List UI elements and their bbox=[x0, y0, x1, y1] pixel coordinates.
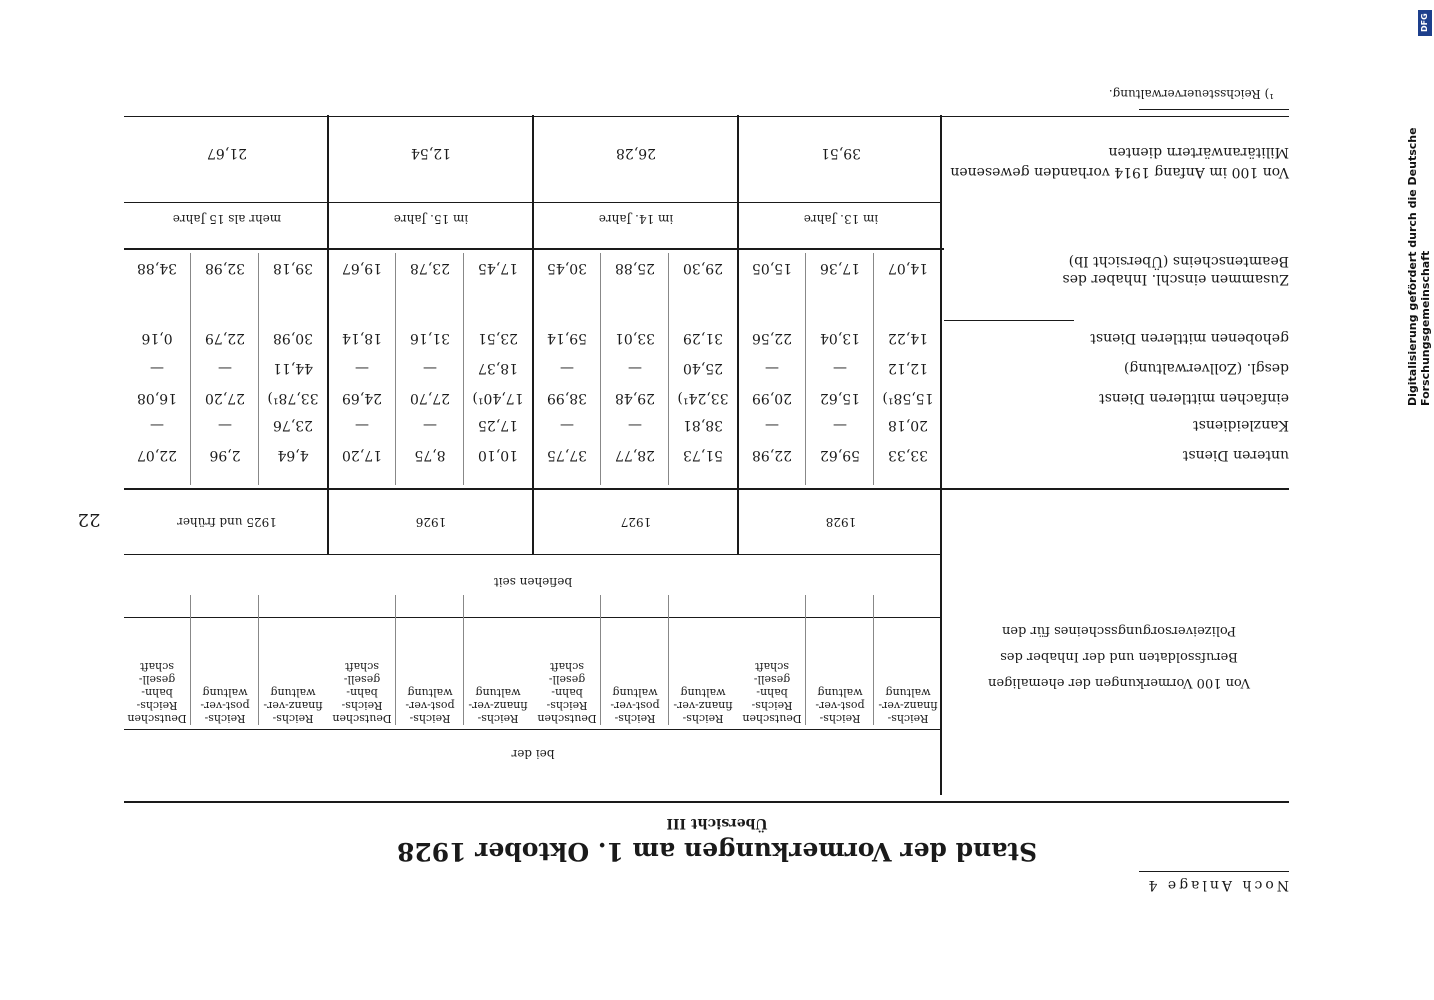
footnote: ¹) Reichssteuerverwaltung. bbox=[1108, 87, 1274, 101]
row-label-militaeranwaerter: Von 100 im Anfang 1914 vorhanden gewesenen Militäranwärtern dienten bbox=[950, 144, 1289, 180]
year-heading-1925: 1925 und früher bbox=[177, 515, 277, 529]
row-label-einfacher-dienst: einfachen mittleren Dienst bbox=[1099, 390, 1289, 406]
table-cell: — bbox=[628, 360, 642, 376]
service-value-13: 39,51 bbox=[820, 145, 862, 161]
table-cell: — bbox=[628, 417, 642, 433]
table-cell: 8,75 bbox=[414, 447, 446, 463]
table-cell: 22,98 bbox=[751, 447, 793, 463]
column-separator bbox=[258, 253, 259, 485]
admin-column-heading: Reichs-post-ver-waltung bbox=[405, 686, 455, 725]
table-cell: 33,01 bbox=[614, 330, 656, 346]
table-cell: 25,40 bbox=[682, 360, 724, 376]
year-heading-1926: 1926 bbox=[415, 515, 447, 529]
table-cell: 4,64 bbox=[277, 447, 309, 463]
stub-heading: Von 100 Vormerkungen der ehemaligen Berufssoldaten und der Inhaber des Polizeiversorgungsscheines für den bbox=[988, 623, 1250, 690]
column-separator bbox=[600, 595, 601, 725]
table-cell: 30,98 bbox=[272, 330, 314, 346]
heading-rule-2 bbox=[124, 617, 942, 618]
page-title: Stand der Vormerkungen am 1. Oktober 1928 bbox=[396, 837, 1038, 866]
table-cell: — bbox=[833, 360, 847, 376]
service-heading-13: im 13. Jahre bbox=[803, 212, 879, 226]
annex-underline bbox=[1139, 871, 1289, 872]
column-separator bbox=[873, 253, 874, 485]
table-cell: 15,62 bbox=[819, 390, 861, 406]
table-cell: 38,81 bbox=[682, 417, 724, 433]
table-cell: 2,96 bbox=[209, 447, 241, 463]
admin-column-heading: Deutschen Reichs-bahn-gesell-schaft bbox=[537, 660, 597, 725]
admin-column-heading: Reichs-finanz-ver-waltung bbox=[468, 686, 528, 725]
admin-column-heading: Deutschen Reichs-bahn-gesell-schaft bbox=[332, 660, 392, 725]
table-cell: — bbox=[560, 360, 574, 376]
table-cell: 12,12 bbox=[887, 360, 929, 376]
table-top-rule bbox=[124, 801, 1289, 803]
table-cell: 15,58¹) bbox=[882, 390, 934, 406]
admin-column-heading: Reichs-post-ver-waltung bbox=[200, 686, 250, 725]
service-value-14: 26,28 bbox=[615, 145, 657, 161]
table-cell: 44,11 bbox=[272, 360, 314, 376]
table-cell: 28,77 bbox=[614, 447, 656, 463]
heading-rule-1 bbox=[124, 729, 942, 730]
table-cell: — bbox=[765, 417, 779, 433]
table-cell: 17,25 bbox=[477, 417, 519, 433]
page-number: 22 bbox=[77, 509, 101, 530]
column-separator bbox=[668, 253, 669, 485]
service-heading-more: mehr als 15 Jahre bbox=[172, 212, 282, 226]
admin-column-heading: Deutschen Reichs-bahn-gesell-schaft bbox=[127, 660, 187, 725]
table-cell: 32,98 bbox=[204, 260, 246, 276]
table-cell: 20,18 bbox=[887, 417, 929, 433]
table-cell: 14,22 bbox=[887, 330, 929, 346]
row-label-zusammen: Zusammen einschl. Inhaber des Beamtenscheins (Übersicht Ib) bbox=[1062, 253, 1289, 287]
table-cell: 17,45 bbox=[477, 260, 519, 276]
year-divider-1 bbox=[737, 115, 739, 555]
column-separator bbox=[805, 253, 806, 485]
table-cell: 18,37 bbox=[477, 360, 519, 376]
table-cell: 29,48 bbox=[614, 390, 656, 406]
table-cell: 59,62 bbox=[819, 447, 861, 463]
table-cell: 23,76 bbox=[272, 417, 314, 433]
table-cell: 38,99 bbox=[546, 390, 588, 406]
column-separator bbox=[805, 595, 806, 725]
stub-rule bbox=[944, 320, 1074, 321]
table-cell: 22,07 bbox=[136, 447, 178, 463]
column-separator bbox=[190, 253, 191, 485]
service-heading-15: im 15. Jahre bbox=[393, 212, 469, 226]
table-cell: — bbox=[150, 360, 164, 376]
table-cell: 27,70 bbox=[409, 390, 451, 406]
table-cell: 29,30 bbox=[682, 260, 724, 276]
table-cell: 37,75 bbox=[546, 447, 588, 463]
admin-column-heading: Reichs-finanz-ver-waltung bbox=[263, 686, 323, 725]
row-label-kanzleidienst: Kanzleidienst bbox=[1193, 417, 1289, 433]
table-cell: — bbox=[355, 417, 369, 433]
column-separator bbox=[463, 595, 464, 725]
table-cell: 27,20 bbox=[204, 390, 246, 406]
table-cell: 51,73 bbox=[682, 447, 724, 463]
admin-column-heading: Reichs-finanz-ver-waltung bbox=[878, 686, 938, 725]
table-cell: 20,99 bbox=[751, 390, 793, 406]
table-cell: 0,16 bbox=[141, 330, 173, 346]
table-cell: — bbox=[355, 360, 369, 376]
service-heading-14: im 14. Jahre bbox=[598, 212, 674, 226]
admin-column-heading: Reichs-finanz-ver-waltung bbox=[673, 686, 733, 725]
admin-column-heading: Reichs-post-ver-waltung bbox=[610, 686, 660, 725]
dfg-logo: DFG bbox=[1418, 10, 1432, 36]
table-cell: 15,05 bbox=[751, 260, 793, 276]
table-cell: 33,78¹) bbox=[267, 390, 319, 406]
table-cell: 24,69 bbox=[341, 390, 383, 406]
table-cell: — bbox=[423, 360, 437, 376]
column-separator bbox=[258, 595, 259, 725]
watermark bbox=[1406, 6, 1434, 406]
year-divider-2 bbox=[532, 115, 534, 555]
table-bottom-rule bbox=[124, 116, 1289, 117]
page-subtitle: Übersicht III bbox=[666, 815, 768, 831]
table-cell: — bbox=[423, 417, 437, 433]
table-cell: 17,40¹) bbox=[472, 390, 524, 406]
admin-column-heading: Reichs-post-ver-waltung bbox=[815, 686, 865, 725]
table-cell: — bbox=[218, 417, 232, 433]
year-heading-1927: 1927 bbox=[620, 515, 652, 529]
table-cell: 16,08 bbox=[136, 390, 178, 406]
table-cell: 17,36 bbox=[819, 260, 861, 276]
column-separator bbox=[600, 253, 601, 485]
table-cell: — bbox=[150, 417, 164, 433]
watermark-text: Digitalisierung gefördert durch die Deutsche Forschungsgemeinschaft bbox=[1406, 127, 1432, 406]
service-value-more: 21,67 bbox=[206, 145, 248, 161]
table-cell: 25,88 bbox=[614, 260, 656, 276]
table-cell: 30,45 bbox=[546, 260, 588, 276]
table-cell: 23,51 bbox=[477, 330, 519, 346]
column-separator bbox=[395, 253, 396, 485]
annex-label: Noch Anlage 4 bbox=[1145, 877, 1289, 893]
table-cell: 22,56 bbox=[751, 330, 793, 346]
table-lower-rule bbox=[124, 248, 944, 250]
table-cell: — bbox=[560, 417, 574, 433]
table-cell: 19,67 bbox=[341, 260, 383, 276]
table-cell: — bbox=[765, 360, 779, 376]
since-heading: befiehen seit bbox=[493, 575, 573, 589]
table-cell: — bbox=[218, 360, 232, 376]
stub-divider bbox=[940, 115, 942, 795]
service-value-15: 12,54 bbox=[410, 145, 452, 161]
table-cell: 22,79 bbox=[204, 330, 246, 346]
table-cell: 59,14 bbox=[546, 330, 588, 346]
table-cell: 34,88 bbox=[136, 260, 178, 276]
admin-column-heading: Deutschen Reichs-bahn-gesell-schaft bbox=[742, 660, 802, 725]
table-cell: 18,14 bbox=[341, 330, 383, 346]
year-divider-3 bbox=[327, 115, 329, 555]
table-cell: 33,33 bbox=[887, 447, 929, 463]
table-cell: 31,29 bbox=[682, 330, 724, 346]
table-mid-rule bbox=[124, 488, 1289, 490]
table-cell: 17,20 bbox=[341, 447, 383, 463]
column-separator bbox=[463, 253, 464, 485]
table-cell: 33,24¹) bbox=[677, 390, 729, 406]
table-cell: 31,16 bbox=[409, 330, 451, 346]
row-label-unterer-dienst: unteren Dienst bbox=[1182, 447, 1289, 463]
row-label-gehobener-dienst: gehobenen mittleren Dienst bbox=[1090, 330, 1289, 346]
footnote-rule bbox=[1139, 109, 1289, 110]
column-separator bbox=[668, 595, 669, 725]
table-cell: 14,07 bbox=[887, 260, 929, 276]
table-cell: — bbox=[833, 417, 847, 433]
top-heading: bei der bbox=[511, 747, 555, 761]
column-separator bbox=[873, 595, 874, 725]
table-cell: 23,78 bbox=[409, 260, 451, 276]
table-cell: 10,10 bbox=[477, 447, 519, 463]
column-separator bbox=[190, 595, 191, 725]
year-heading-1928: 1928 bbox=[825, 515, 857, 529]
table-cell: 13,04 bbox=[819, 330, 861, 346]
table-cell: 39,18 bbox=[272, 260, 314, 276]
column-separator bbox=[395, 595, 396, 725]
row-label-zollverwaltung: desgl. (Zollverwaltung) bbox=[1123, 360, 1289, 376]
